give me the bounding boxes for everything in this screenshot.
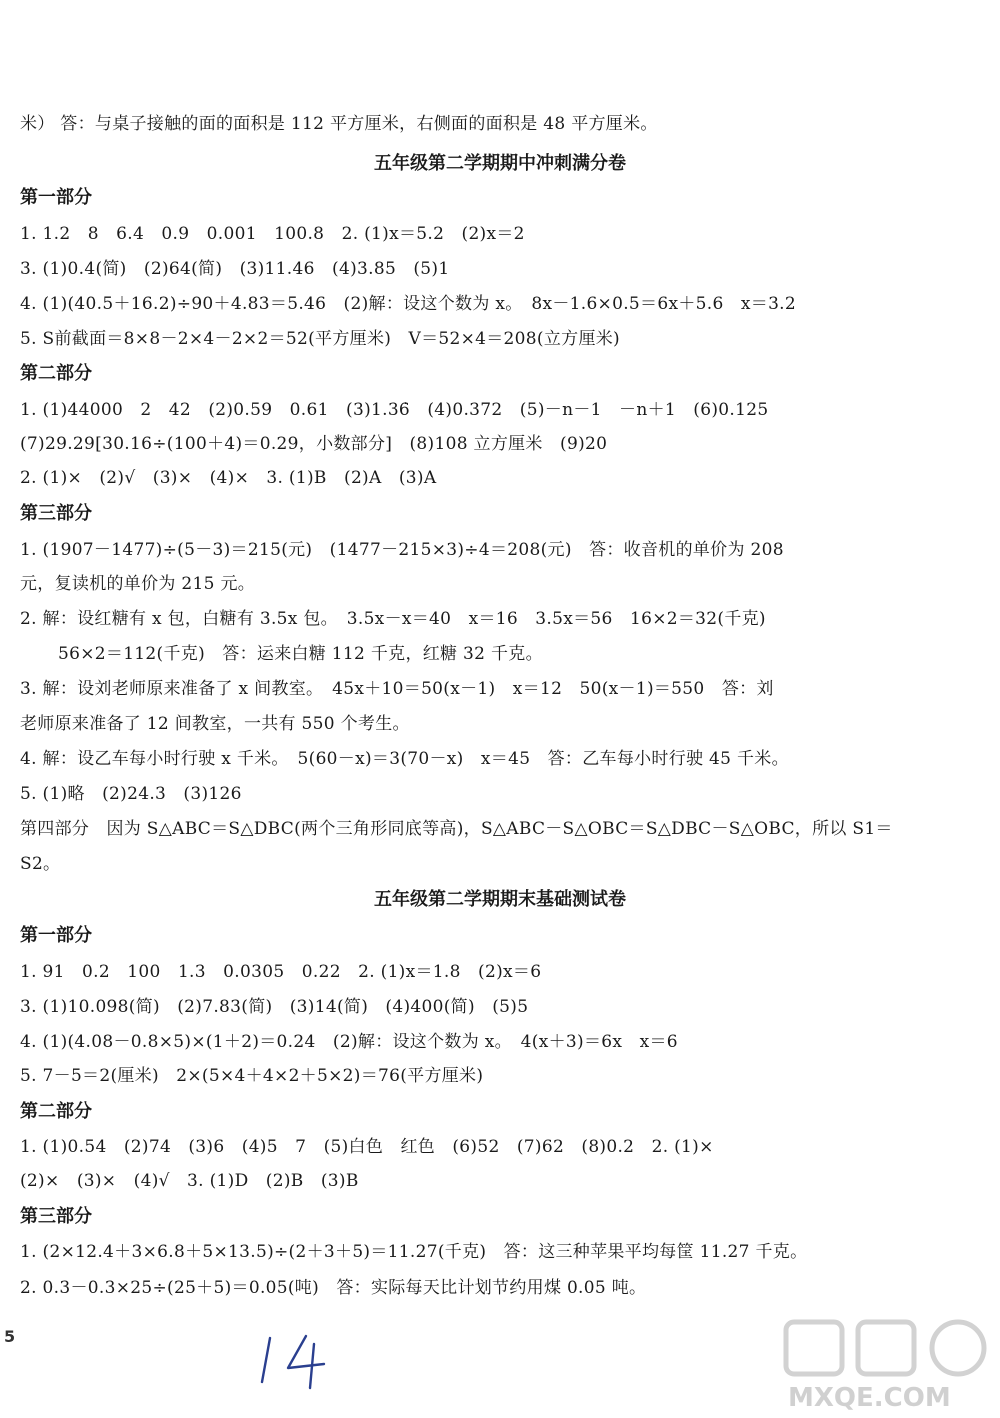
text-line: 4. (1)(4.08－0.8×5)×(1＋2)＝0.24 (2)解：设这个数为 x。 4(x＋3)＝6x x＝6 bbox=[20, 1032, 678, 1052]
text-line: 2. (1)× (2)√ (3)× (4)× 3. (1)B (2)A (3)A bbox=[20, 468, 437, 488]
text-line: 5. (1)略 (2)24.3 (3)126 bbox=[20, 784, 242, 804]
text-line: (7)29.29[30.16÷(100＋4)＝0.29，小数部分] (8)108 立方厘米 (9)20 bbox=[20, 434, 608, 454]
text-line: 1. (2×12.4＋3×6.8＋5×13.5)÷(2＋3＋5)＝11.27(千克) 答：这三种苹果平均每筐 11.27 千克。 bbox=[20, 1242, 808, 1262]
section-title-midterm: 五年级第二学期期中冲刺满分卷 bbox=[374, 153, 626, 174]
text-line: 5. S前截面＝8×8－2×4－2×2＝52(平方厘米) V＝52×4＝208(立方厘米) bbox=[20, 329, 620, 349]
text-line: 第四部分 因为 S△ABC＝S△DBC(两个三角形同底等高)，S△ABC－S△OBC＝S△DBC－S△OBC，所以 S1＝ bbox=[20, 819, 893, 839]
watermark-logo bbox=[780, 1318, 995, 1413]
text-line: 4. 解：设乙车每小时行驶 x 千米。 5(60－x)＝3(70－x) x＝45 答：乙车每小时行驶 45 千米。 bbox=[20, 749, 789, 769]
section-title-final: 五年级第二学期期末基础测试卷 bbox=[374, 889, 626, 910]
part-heading: 第三部分 bbox=[20, 1206, 92, 1227]
text-line: 56×2＝112(千克) 答：运来白糖 112 千克，红糖 32 千克。 bbox=[58, 644, 543, 664]
part-heading: 第二部分 bbox=[20, 1101, 92, 1122]
text-line: 1. (1)44000 2 42 (2)0.59 0.61 (3)1.36̇ (4)0.372 (5)－n－1 －n＋1 (6)0.125 bbox=[20, 400, 769, 420]
text-line: 老师原来准备了 12 间教室，一共有 550 个考生。 bbox=[20, 714, 410, 734]
text-line: 2. 0.3－0.3×25÷(25＋5)＝0.05(吨) 答：实际每天比计划节约用煤 0.05 吨。 bbox=[20, 1278, 647, 1298]
page-number: 5 bbox=[4, 1327, 16, 1346]
text-line: 米） 答：与桌子接触的面的面积是 112 平方厘米，右侧面的面积是 48 平方厘米。 bbox=[20, 114, 658, 134]
text-line: 1. (1907－1477)÷(5－3)＝215(元) (1477－215×3)÷4＝208(元) 答：收音机的单价为 208 bbox=[20, 540, 784, 560]
text-line: 1. 91 0.2 100 1.3 0.0305 0.22 2. (1)x＝1.8 (2)x＝6 bbox=[20, 962, 542, 982]
text-line: 3. (1)0.4(简) (2)64(简) (3)11.46 (4)3.85 (5)1 bbox=[20, 259, 450, 279]
part-heading: 第一部分 bbox=[20, 187, 92, 208]
handwritten-mark bbox=[258, 1330, 338, 1390]
watermark-text: MXQE.COM bbox=[788, 1383, 951, 1413]
text-line: 3. 解：设刘老师原来准备了 x 间教室。 45x＋10＝50(x－1) x＝12 50(x－1)＝550 答：刘 bbox=[20, 679, 774, 699]
text-line: (2)× (3)× (4)√ 3. (1)D (2)B (3)B bbox=[20, 1171, 359, 1191]
text-line: 5. 7－5＝2(厘米) 2×(5×4＋4×2＋5×2)＝76(平方厘米) bbox=[20, 1066, 484, 1086]
text-line: 1. 1.2 8 6.4 0.9 0.001 100.8 2. (1)x＝5.2 (2)x＝2 bbox=[20, 224, 525, 244]
text-line: 元，复读机的单价为 215 元。 bbox=[20, 574, 256, 594]
text-line: 3. (1)10.098(简) (2)7.83(简) (3)14(简) (4)400(简) (5)5 bbox=[20, 997, 529, 1017]
part-heading: 第三部分 bbox=[20, 503, 92, 524]
text-line: 4. (1)(40.5＋16.2)÷90＋4.83＝5.46 (2)解：设这个数为 x。 8x－1.6×0.5＝6x＋5.6 x＝3.2 bbox=[20, 294, 797, 314]
text-line: 2. 解：设红糖有 x 包，白糖有 3.5x 包。 3.5x－x＝40 x＝16 3.5x＝56 16×2＝32(千克) bbox=[20, 609, 766, 629]
part-heading: 第一部分 bbox=[20, 925, 92, 946]
text-line: 1. (1)0.54 (2)74 (3)6 (4)5 7 (5)白色 红色 (6)52 (7)62 (8)0.2 2. (1)× bbox=[20, 1137, 714, 1157]
text-line: S2。 bbox=[20, 854, 61, 874]
part-heading: 第二部分 bbox=[20, 363, 92, 384]
